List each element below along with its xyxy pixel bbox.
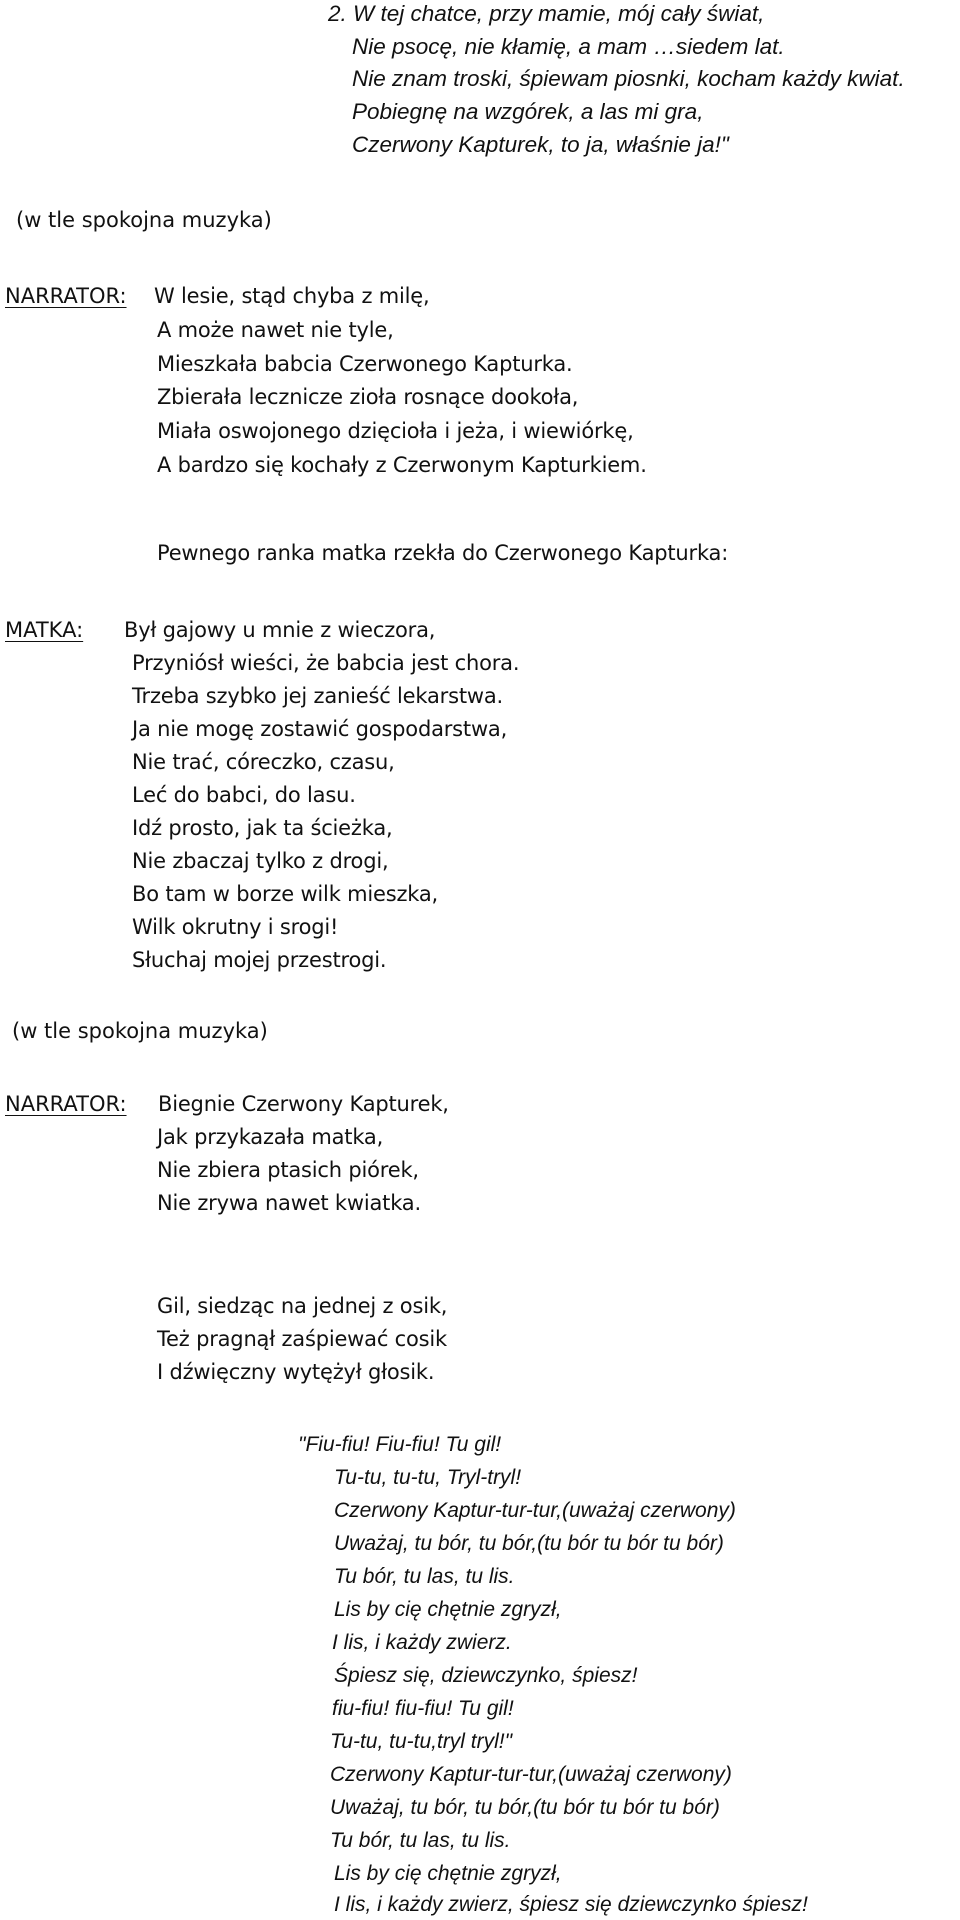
dialogue-line: Nie zbiera ptasich piórek, [157, 1158, 419, 1182]
song-verse-line: Pobiegnę na wzgórek, a las mi gra, [352, 99, 704, 124]
song-line: Czerwony Kaptur-tur-tur,(uważaj czerwony) [334, 1499, 736, 1522]
dialogue-line: Leć do babci, do lasu. [132, 783, 356, 807]
dialogue-line: Też pragnął zaśpiewać cosik [157, 1327, 447, 1351]
dialogue-line: W lesie, stąd chyba z milę, [154, 284, 430, 308]
speaker-label: NARRATOR: [5, 1092, 127, 1116]
dialogue-line: Biegnie Czerwony Kapturek, [158, 1092, 449, 1116]
dialogue-line: Jak przykazała matka, [157, 1125, 384, 1149]
dialogue-line: A bardzo się kochały z Czerwonym Kapturkiem. [157, 453, 647, 477]
song-line: Uważaj, tu bór, tu bór,(tu bór tu bór tu bór) [334, 1532, 724, 1555]
dialogue-line: Zbierała lecznicze zioła rosnące dookoła, [157, 385, 579, 409]
dialogue-line: Nie zbaczaj tylko z drogi, [132, 849, 389, 873]
song-verse-line: Nie znam troski, śpiewam piosnki, kocham każdy kwiat. [352, 66, 905, 91]
dialogue-line: Nie trać, córeczko, czasu, [132, 750, 395, 774]
stage-direction: (w tle spokojna muzyka) [12, 1019, 268, 1043]
song-line: I lis, i każdy zwierz. [332, 1631, 512, 1654]
dialogue-line: Idź prosto, jak ta ścieżka, [132, 816, 393, 840]
song-line: Tu bór, tu las, tu lis. [330, 1829, 511, 1852]
dialogue-line: I dźwięczny wytężył głosik. [157, 1360, 435, 1384]
speaker-label: NARRATOR: [5, 284, 127, 308]
dialogue-line: Miała oswojonego dzięcioła i jeża, i wiewiórkę, [157, 419, 634, 443]
song-verse-line: 2. W tej chatce, przy mamie, mój cały świat, [328, 1, 765, 26]
dialogue-line: Ja nie mogę zostawić gospodarstwa, [132, 717, 508, 741]
dialogue-line: A może nawet nie tyle, [157, 318, 394, 342]
dialogue-line: Trzeba szybko jej zanieść lekarstwa. [132, 684, 503, 708]
dialogue-line: Gil, siedząc na jednej z osik, [157, 1294, 448, 1318]
song-verse-line: Nie psocę, nie kłamię, a mam …siedem lat. [352, 34, 785, 59]
dialogue-line: Wilk okrutny i srogi! [132, 915, 339, 939]
dialogue-line: Mieszkała babcia Czerwonego Kapturka. [157, 352, 573, 376]
speaker-label: MATKA: [5, 618, 84, 642]
dialogue-line: Bo tam w borze wilk mieszka, [132, 882, 439, 906]
song-line: I lis, i każdy zwierz, śpiesz się dziewczynko śpiesz! [334, 1893, 808, 1916]
song-line: Uważaj, tu bór, tu bór,(tu bór tu bór tu bór) [330, 1796, 720, 1819]
song-line: fiu-fiu! fiu-fiu! Tu gil! [332, 1697, 514, 1720]
dialogue-line: Był gajowy u mnie z wieczora, [124, 618, 436, 642]
stage-direction: (w tle spokojna muzyka) [16, 208, 272, 232]
dialogue-line: Nie zrywa nawet kwiatka. [157, 1191, 421, 1215]
dialogue-line: Pewnego ranka matka rzekła do Czerwonego Kapturka: [157, 541, 729, 565]
song-line: Tu bór, tu las, tu lis. [334, 1565, 515, 1588]
song-line: "Fiu-fiu! Fiu-fiu! Tu gil! [298, 1433, 502, 1456]
dialogue-line: Słuchaj mojej przestrogi. [132, 948, 387, 972]
dialogue-line: Przyniósł wieści, że babcia jest chora. [132, 651, 520, 675]
song-line: Tu-tu, tu-tu, Tryl-tryl! [334, 1466, 522, 1489]
song-line: Tu-tu, tu-tu,tryl tryl!" [330, 1730, 513, 1753]
song-line: Śpiesz się, dziewczynko, śpiesz! [334, 1664, 638, 1687]
song-line: Lis by cię chętnie zgryzł, [334, 1598, 562, 1621]
song-line: Czerwony Kaptur-tur-tur,(uważaj czerwony) [330, 1763, 732, 1786]
song-line: Lis by cię chętnie zgryzł, [334, 1862, 562, 1885]
song-verse-line: Czerwony Kapturek, to ja, właśnie ja!" [352, 132, 729, 157]
